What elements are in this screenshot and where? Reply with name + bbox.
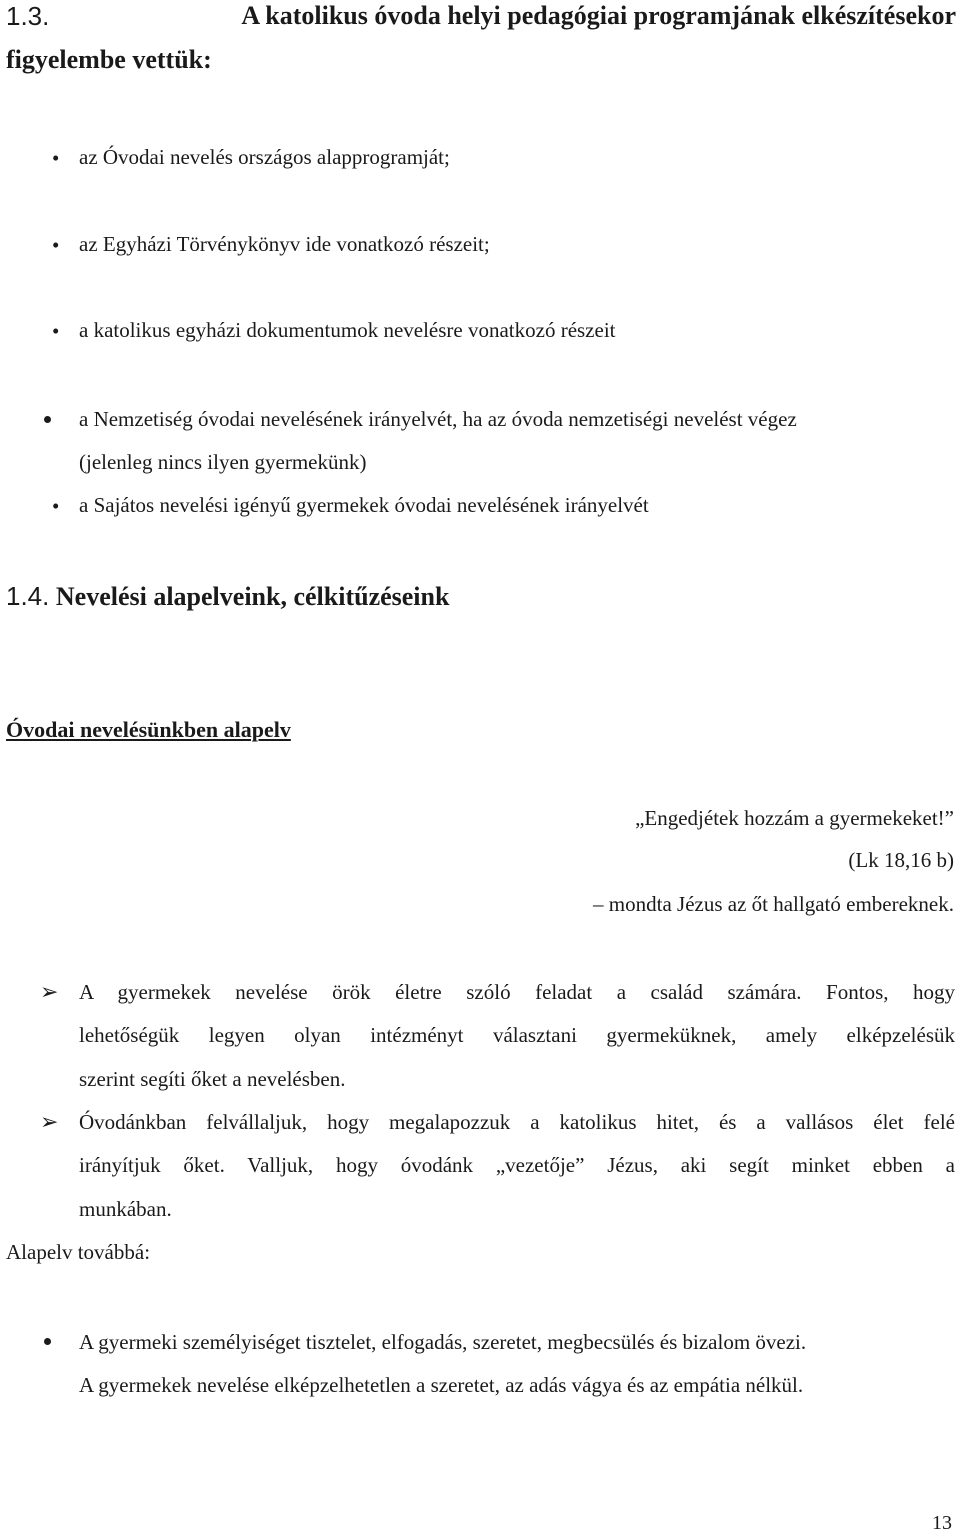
quote-attribution: – mondta Jézus az őt hallgató embereknek. bbox=[593, 892, 954, 916]
bullet-icon bbox=[44, 1338, 51, 1345]
list-item: az Egyházi Törvénykönyv ide vonatkozó részeit; bbox=[79, 232, 490, 256]
list-item: a katolikus egyházi dokumentumok nevelésre vonatkozó részeit bbox=[79, 318, 616, 342]
quote-reference: (Lk 18,16 b) bbox=[848, 848, 954, 872]
quote-line: „Engedjétek hozzám a gyermekeket!” bbox=[635, 806, 954, 830]
arrow-bullet-icon: ➢ bbox=[40, 1109, 59, 1134]
section-1-3-heading bbox=[6, 0, 956, 82]
bullet-icon: • bbox=[52, 233, 60, 257]
list-item-continuation: (jelenleg nincs ilyen gyermekünk) bbox=[79, 450, 367, 474]
final-bullet-line: A gyermekek nevelése elképzelhetetlen a szeretet, az adás vágya és az empátia nélkül. bbox=[79, 1373, 804, 1397]
subheading: Óvodai nevelésünkben alapelv bbox=[6, 717, 291, 742]
bullet-icon bbox=[44, 416, 51, 423]
arrow-item-line: Óvodánkban felvállaljuk, hogy megalapozzuk a katolikus hitet, és a vallásos élet felé bbox=[79, 1110, 955, 1134]
alapelv-tovabba-label: Alapelv továbbá: bbox=[6, 1240, 151, 1264]
bullet-icon: • bbox=[52, 494, 60, 518]
section-title: Nevelési alapelveink, célkitűzéseink bbox=[55, 582, 450, 611]
section-number: 1.4. bbox=[6, 581, 50, 611]
arrow-item-line: lehetőségük legyen olyan intézményt választani gyermeküknek, amely elképzelésük bbox=[79, 1023, 955, 1047]
section-1-4-heading bbox=[6, 574, 449, 619]
list-item: az Óvodai nevelés országos alapprogramját; bbox=[79, 145, 450, 169]
arrow-item-line: munkában. bbox=[79, 1197, 172, 1221]
section-title-line1: A katolikus óvoda helyi pedagógiai programjának elkészítésekor bbox=[241, 1, 956, 30]
arrow-item-line: irányítjuk őket. Valljuk, hogy óvodánk „vezetője” Jézus, aki segít minket ebben a bbox=[79, 1153, 955, 1177]
arrow-item-line: A gyermekek nevelése örök életre szóló feladat a család számára. Fontos, hogy bbox=[79, 980, 955, 1004]
section-number: 1.3. bbox=[6, 1, 50, 31]
arrow-bullet-icon: ➢ bbox=[40, 979, 59, 1004]
arrow-item-line: szerint segíti őket a nevelésben. bbox=[79, 1067, 346, 1091]
final-bullet-line: A gyermeki személyiséget tisztelet, elfogadás, szeretet, megbecsülés és bizalom övezi. bbox=[79, 1330, 807, 1354]
list-item: a Nemzetiség óvodai nevelésének irányelvét, ha az óvoda nemzetiségi nevelést végez bbox=[79, 407, 797, 431]
page-number: 13 bbox=[932, 1512, 952, 1534]
bullet-icon: • bbox=[52, 146, 60, 170]
bullet-icon: • bbox=[52, 319, 60, 343]
section-title-line2: figyelembe vettük: bbox=[6, 45, 212, 74]
list-item: a Sajátos nevelési igényű gyermekek óvodai nevelésének irányelvét bbox=[79, 493, 649, 517]
